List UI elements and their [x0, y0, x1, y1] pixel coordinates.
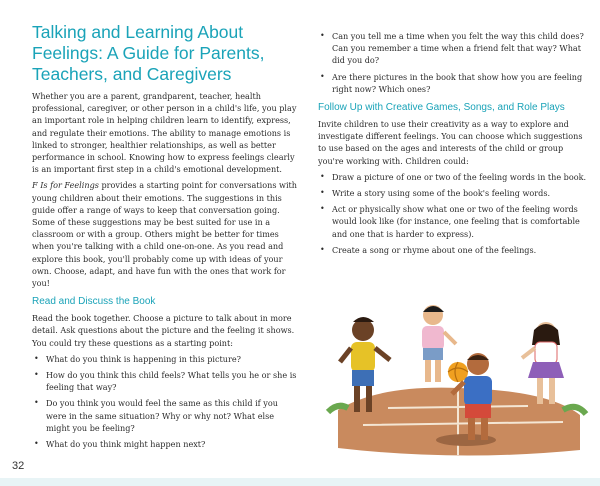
question-list	[32, 353, 300, 450]
list-item-text: Are there pictures in the book that show how you are feeling right now? Which ones?	[332, 71, 583, 94]
list-item-text: Do you think you would feel the same as this child if you were in the same situation? Why or why not? What else might you be feeling?	[46, 398, 278, 433]
list-item-text: Act or physically show what one or two of the feeling words would look like (for instance, one feeling that is comfortable and one that is harder to express).	[332, 204, 580, 239]
bullet-icon: •	[320, 204, 325, 214]
bullet-icon: •	[320, 244, 325, 254]
list-item	[32, 353, 300, 365]
list-item	[318, 203, 590, 240]
list-item-text: Draw a picture of one or two of the feeling words in the book.	[332, 171, 587, 182]
book-title: F Is for Feelings	[32, 180, 99, 191]
child-right	[522, 322, 564, 404]
list-item-text: What do you think is happening in this picture?	[46, 353, 241, 364]
list-item	[318, 71, 590, 95]
list-item	[32, 438, 300, 450]
activity-list	[318, 171, 590, 256]
right-column	[318, 30, 590, 260]
section-heading-read: Read and Discuss the Book	[32, 296, 156, 308]
bullet-icon: •	[320, 188, 325, 198]
bottom-band	[0, 478, 600, 486]
section-heading-follow-up: Follow Up with Creative Games, Songs, and Role Plays	[318, 102, 565, 114]
bullet-icon: •	[34, 398, 39, 408]
list-item	[318, 30, 590, 67]
question-list-continued	[318, 30, 590, 95]
bullet-icon: •	[320, 171, 325, 181]
book-paragraph-text: provides a starting point for conversations with young children about their emotions. The suggestions in this guide offer a range of ways to keep that conversation going. Some of these suggestions may be best suited for use in a classroom or with a group. Others might be better for times when you're talking with a child one-on-one. As you read and explore this book, you'll probably come up with ideas of your own. Choose, adapt, and have fun with the ones that work for you!	[32, 180, 298, 289]
book-paragraph	[32, 179, 300, 289]
list-item	[32, 397, 300, 434]
bullet-icon: •	[34, 370, 39, 380]
list-item-text: Can you tell me a time when you felt the way this child does? Can you remember a time when a friend felt that way? What did you do?	[332, 31, 584, 66]
list-item	[318, 187, 590, 199]
list-item	[318, 244, 590, 256]
bullet-icon: •	[320, 31, 325, 40]
page-number: 32	[12, 460, 25, 472]
bullet-icon: •	[34, 353, 39, 363]
follow-up-intro: Invite children to use their creativity as a way to explore and investigate different feelings. You can choose which suggestions to use based on the ages and interests of the child or group you're working with. Children could:	[318, 119, 583, 166]
left-column	[32, 22, 300, 454]
children-playing-ball-illustration	[318, 290, 590, 462]
page-title: Talking and Learning About Feelings: A Guide for Parents, Teachers, and Caregivers	[32, 22, 265, 84]
list-item	[318, 171, 590, 183]
list-item-text: Create a song or rhyme about one of the feelings.	[332, 244, 537, 255]
list-item-text: Write a story using some of the book's feeling words.	[332, 188, 551, 199]
list-item-text: What do you think might happen next?	[46, 439, 206, 450]
bullet-icon: •	[320, 71, 325, 81]
list-item	[32, 369, 300, 393]
bullet-icon: •	[34, 439, 39, 449]
intro-paragraph: Whether you are a parent, grandparent, teacher, health professional, caregiver, or other person in a child's life, you play an important role in helping children learn to identify, express, and regulate their emotions. The ability to manage emotions is linked to stronger, healthier relationships, as well as better performance in school. Knowing how to express feelings clearly is an important first step in a child's emotional development.	[32, 91, 297, 175]
read-intro: Read the book together. Choose a picture to talk about in more detail. Ask questions about the picture and the feeling it shows. You could try these questions as a starting point:	[32, 313, 295, 348]
list-item-text: How do you think this child feels? What tells you he or she is feeling that way?	[46, 370, 297, 393]
